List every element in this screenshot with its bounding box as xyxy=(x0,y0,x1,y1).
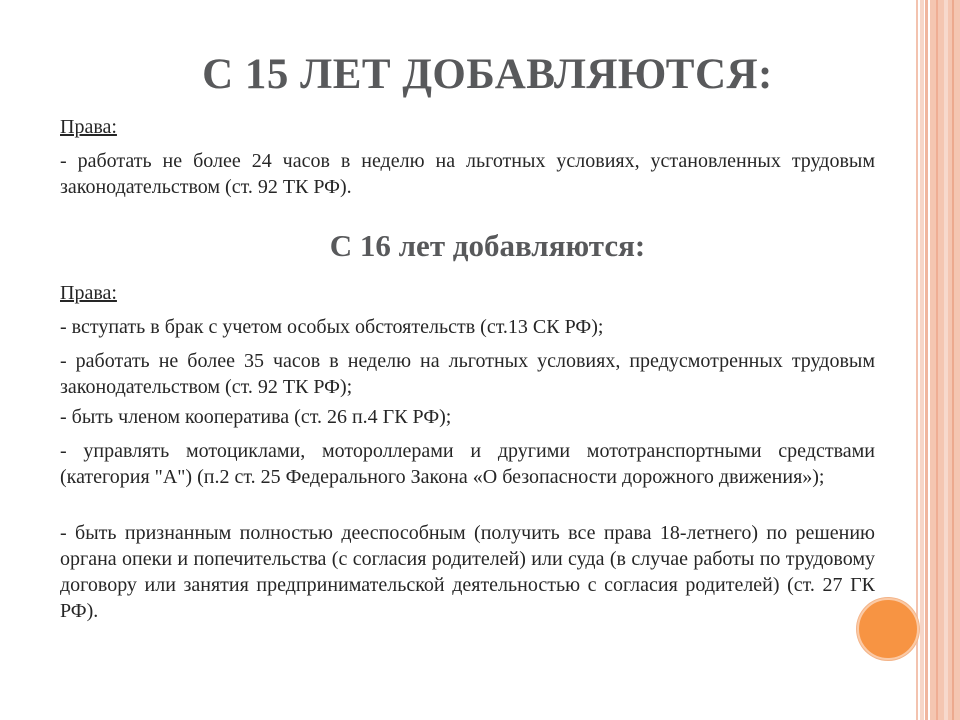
right-item-16-4: - управлять мотоциклами, мотороллерами и другими мототранспортными средствами (категория "А") (п.2 ст. 25 Федерального Закона «О безопасности дорожного движения»); xyxy=(60,440,875,488)
stripe xyxy=(920,0,924,720)
stripe xyxy=(952,0,954,720)
right-item-16-5: - быть признанным полностью дееспособным (получить все права 18-летнего) по решению органа опеки и попечительства (с согласия родителей) или суда (в случае работы по трудовому договору или занятия предпринимательской деятельностью с согласия родителей) (ст. 27 ГК РФ). xyxy=(60,522,875,622)
right-item-16-2: - работать не более 35 часов в неделю на льготных условиях, предусмотренных трудовым законодательством (ст. 92 ТК РФ); xyxy=(60,350,875,398)
rights-label-16: Права: xyxy=(60,282,117,304)
right-item-16-3: - быть членом кооператива (ст. 26 п.4 ГК РФ); xyxy=(60,406,452,428)
slide-title: С 15 ЛЕТ ДОБАВЛЯЮТСЯ: xyxy=(202,51,773,98)
slide-subtitle: С 16 лет добавляются: xyxy=(329,228,646,263)
stripe xyxy=(925,0,928,720)
decor-circle xyxy=(857,598,919,660)
right-item-15-1: - работать не более 24 часов в неделю на льготных условиях, установленных трудовым законодательством (ст. 92 ТК РФ). xyxy=(60,150,875,198)
stripe xyxy=(936,0,938,720)
right-item-16-1: - вступать в брак с учетом особых обстоятельств (ст.13 СК РФ); xyxy=(60,316,604,338)
stripe xyxy=(916,0,918,720)
stripe xyxy=(944,0,948,720)
rights-label-15: Права: xyxy=(60,116,117,138)
